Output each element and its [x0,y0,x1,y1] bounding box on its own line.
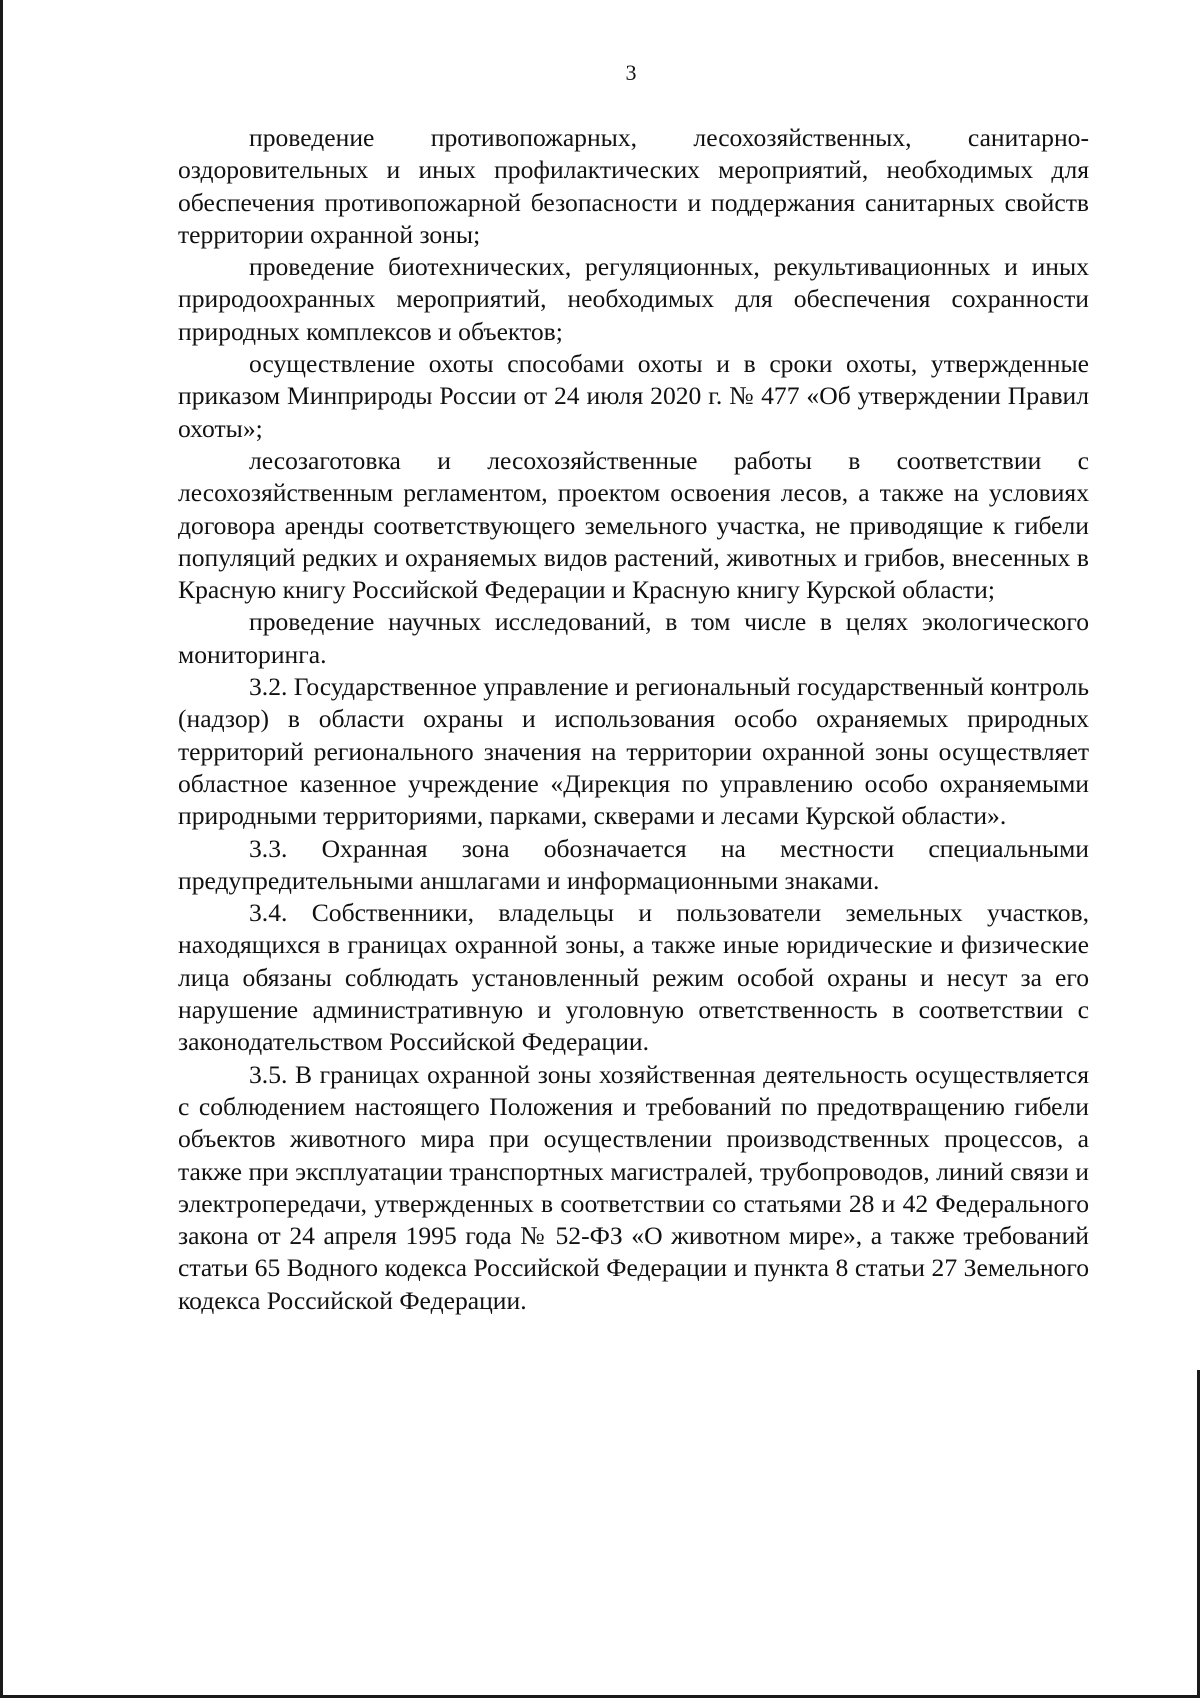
paragraph-scientific-research: проведение научных исследований, в том числе в целях экологического мониторинга. [178,607,1089,669]
scan-edge-left [0,0,3,1698]
page-number: 3 [625,60,637,85]
paragraph-3-5-economic-activity: 3.5. В границах охранной зоны хозяйственная деятельность осуществляется с соблюдением настоящего Положения и требований по предотвращению гибели объектов животного мира при осуществлении производственных процессов, а также при эксплуатации транспортных магистралей, трубопроводов, линий связи и электропередачи, утвержденных в соответствии со статьями 28 и 42 Федерального закона от 24 апреля 1995 года № 52-ФЗ «О животном мире», а также требований статьи 65 Водного кодекса Российской Федерации и пункта 8 статьи 27 Земельного кодекса Российской Федерации. [178,1059,1089,1315]
paragraph-hunting: осуществление охоты способами охоты и в сроки охоты, утвержденные приказом Минприроды России от 24 июля 2020 г. № 477 «Об утверждении Правил охоты»; [178,349,1089,443]
paragraph-fire-prevention: проведение противопожарных, лесохозяйственных, санитарно-оздоровительных и иных профилактических мероприятий, необходимых для обеспечения противопожарной безопасности и поддержания санитарных свойств территории охранной зоны; [178,123,1089,249]
paragraph-3-2-state-management: 3.2. Государственное управление и региональный государственный контроль (надзор) в области охраны и использования особо охраняемых природных территорий регионального значения на территории охранной зоны осуществляет областное казенное учреждение «Дирекция по управлению особо охраняемыми природными территориями, парками, скверами и лесами Курской области». [178,672,1089,831]
paragraph-logging: лесозаготовка и лесохозяйственные работы в соответствии с лесохозяйственным регламентом, проектом освоения лесов, а также на условиях договора аренды соответствующего земельного участка, не приводящие к гибели популяций редких и охраняемых видов растений, животных и грибов, внесенных в Красную книгу Российской Федерации и Красную книгу Курской области; [178,445,1089,605]
paragraph-biotechnical-measures: проведение биотехнических, регуляционных, рекультивационных и иных природоохранных мероприятий, необходимых для обеспечения сохранности природных комплексов и объектов; [178,252,1089,346]
paragraph-3-4-owners-obligations: 3.4. Собственники, владельцы и пользователи земельных участков, находящихся в границах охранной зоны, а также иные юридические и физические лица обязаны соблюдать установленный режим особой охраны и несут за его нарушение административную и уголовную ответственность в соответствии с законодательством Российской Федерации. [178,898,1089,1057]
document-body [178,122,1089,1317]
paragraph-3-3-zone-marking: 3.3. Охранная зона обозначается на местности специальными предупредительными аншлагами и информационными знаками. [178,833,1089,895]
